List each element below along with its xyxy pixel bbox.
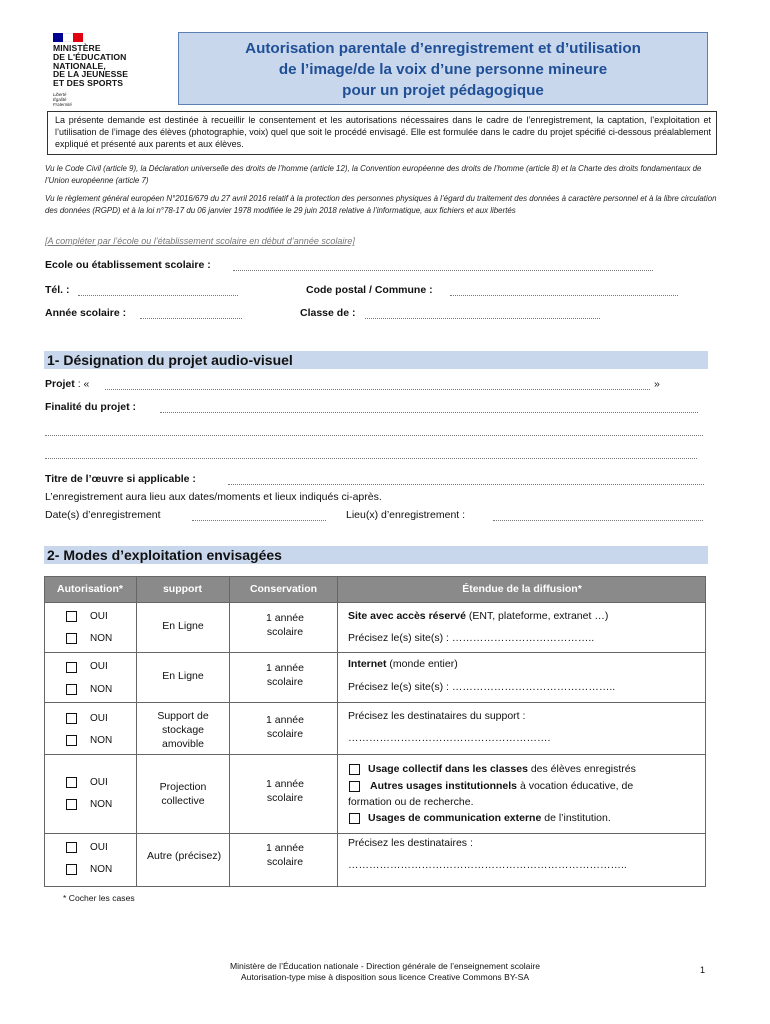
row3-support: Support de stockage amovible bbox=[157, 710, 209, 750]
row1-non-label: NON bbox=[90, 633, 113, 644]
purpose-input-line-1[interactable] bbox=[160, 412, 698, 413]
institutional-use-checkbox[interactable] bbox=[349, 781, 360, 792]
row5-oui-label: OUI bbox=[90, 842, 108, 853]
project-input-line[interactable] bbox=[105, 389, 650, 390]
tel-input-line[interactable] bbox=[78, 295, 238, 296]
table-divider bbox=[136, 576, 137, 887]
ministry-logo-text: MINISTÈRE DE L'ÉDUCATION NATIONALE, DE LA JEUNESSE ET DES SPORTS bbox=[53, 43, 129, 89]
row4-option-institutional-cont: formation ou de recherche. bbox=[348, 796, 474, 808]
purpose-input-line-2[interactable] bbox=[45, 435, 703, 436]
row2-diffusion-bold: Internet bbox=[348, 658, 387, 670]
purpose-input-line-3[interactable] bbox=[45, 458, 697, 459]
col-header-authorization: Autorisation* bbox=[44, 576, 136, 602]
row2-oui-label: OUI bbox=[90, 661, 108, 672]
project-label-text: Projet bbox=[45, 378, 75, 390]
row1-non-checkbox[interactable] bbox=[66, 633, 77, 644]
postal-code-label: Code postal / Commune : bbox=[306, 284, 433, 296]
project-open-quote: : « bbox=[77, 378, 90, 390]
republic-motto: Liberté Égalité Fraternité bbox=[53, 92, 72, 107]
col-header-conservation: Conservation bbox=[229, 576, 337, 602]
row4-oui-checkbox[interactable] bbox=[66, 777, 77, 788]
row2-non-checkbox[interactable] bbox=[66, 684, 77, 695]
option-external-bold: Usages de communication externe bbox=[368, 812, 542, 824]
row5-diffusion: Précisez les destinataires : bbox=[348, 837, 473, 849]
row4-option-external bbox=[368, 811, 708, 826]
table-divider bbox=[337, 576, 338, 887]
row1-sites-input[interactable]: Précisez le(s) site(s) : ………………………………….. bbox=[348, 632, 595, 644]
project-close-quote: » bbox=[654, 378, 660, 390]
external-communication-checkbox[interactable] bbox=[349, 813, 360, 824]
row4-non-label: NON bbox=[90, 799, 113, 810]
row1-diffusion-rest: (ENT, plateforme, extranet …) bbox=[465, 610, 609, 622]
row2-non-label: NON bbox=[90, 684, 113, 695]
row5-non-label: NON bbox=[90, 864, 113, 875]
row5-non-checkbox[interactable] bbox=[66, 864, 77, 875]
legal-reference-1: Vu le Code Civil (article 9), la Déclaration universelle des droits de l’homme (article 12), la Convention européenne des droits de l’homme (article 8) et la Charte des droits fondamentaux de l’Union européenne (article 7) bbox=[45, 164, 702, 185]
row1-oui-checkbox[interactable] bbox=[66, 611, 77, 622]
row4-option-institutional bbox=[370, 779, 706, 794]
school-input-line[interactable] bbox=[233, 270, 653, 271]
row1-diffusion-bold: Site avec accès réservé bbox=[348, 610, 466, 622]
checkbox-note: * Cocher les cases bbox=[63, 893, 135, 903]
row4-option-collective bbox=[368, 762, 708, 777]
republic-flag-icon bbox=[53, 33, 83, 42]
row3-oui-checkbox[interactable] bbox=[66, 713, 77, 724]
option-collective-bold: Usage collectif dans les classes bbox=[368, 763, 528, 775]
school-year-label: Année scolaire : bbox=[45, 307, 127, 319]
row5-conservation: 1 année scolaire bbox=[266, 842, 304, 868]
row2-diffusion bbox=[348, 657, 703, 672]
work-title-input-line[interactable] bbox=[228, 484, 704, 485]
table-divider bbox=[44, 702, 706, 703]
row2-conservation: 1 année scolaire bbox=[266, 662, 304, 688]
recording-dates-label: Date(s) d’enregistrement bbox=[45, 509, 161, 521]
legal-reference-2: Vu le règlement général européen N°2016/679 du 27 avril 2016 relatif à la protection des personnes physiques à l’égard du traitement des données à caractère personnel et à la libre circulation des données (RGPD) et à la loi n°78-17 du 06 janvier 1978 modifiée le 29 juin 2018 relative à l’informatique, aux fichiers et aux libertés bbox=[45, 194, 717, 215]
option-collective-rest: des élèves enregistrés bbox=[527, 763, 636, 775]
class-input-line[interactable] bbox=[365, 318, 600, 319]
row5-oui-checkbox[interactable] bbox=[66, 842, 77, 853]
row5-support: Autre (précisez) bbox=[147, 850, 222, 862]
footer-line-1: Ministère de l’Éducation nationale - Direction générale de l’enseignement scolaire bbox=[229, 961, 541, 971]
project-label bbox=[45, 378, 89, 390]
table-divider bbox=[44, 833, 706, 834]
postal-code-input-line[interactable] bbox=[450, 295, 678, 296]
row2-sites-input[interactable]: Précisez le(s) site(s) : ……………………………………….. bbox=[348, 681, 616, 693]
page-number: 1 bbox=[700, 965, 706, 975]
intro-text: La présente demande est destinée à recueillir le consentement et les autorisations nécessaires dans le cadre de l’enregistrement, la captation, l’exploitation et l’utilisation de l’image des élèves (photographie, voix) quel que soit le procédé envisagé. Elle est formulée dans le cadre du projet spécifié ci-dessous préalablement expliqué et présenté aux parents et aux élèves. bbox=[47, 111, 717, 155]
collective-use-checkbox[interactable] bbox=[349, 764, 360, 775]
footer-line-2: Autorisation-type mise à disposition sous licence Creative Commons BY-SA bbox=[240, 972, 530, 982]
table-divider bbox=[229, 576, 230, 887]
row3-non-checkbox[interactable] bbox=[66, 735, 77, 746]
option-institutional-bold: Autres usages institutionnels bbox=[370, 780, 518, 792]
table-divider bbox=[44, 652, 706, 653]
row1-conservation: 1 année scolaire bbox=[266, 612, 304, 638]
table-divider bbox=[44, 754, 706, 755]
row2-oui-checkbox[interactable] bbox=[66, 662, 77, 673]
row2-support: En Ligne bbox=[162, 670, 204, 682]
recording-dates-input-line[interactable] bbox=[192, 520, 326, 521]
purpose-label: Finalité du projet : bbox=[45, 401, 136, 413]
school-year-input-line[interactable] bbox=[140, 318, 242, 319]
row1-support: En Ligne bbox=[162, 620, 204, 632]
section-2-header: 2- Modes d’exploitation envisagées bbox=[44, 546, 708, 564]
recording-places-label: Lieu(x) d’enregistrement : bbox=[346, 509, 466, 521]
class-label: Classe de : bbox=[300, 307, 356, 319]
col-header-support: support bbox=[136, 576, 229, 602]
table-divider bbox=[44, 602, 706, 603]
work-title-label: Titre de l’œuvre si applicable : bbox=[45, 473, 196, 485]
completion-hint: [A compléter par l’école ou l’établissement scolaire en début d’année scolaire] bbox=[45, 236, 355, 246]
recording-places-input-line[interactable] bbox=[493, 520, 703, 521]
col-header-diffusion: Étendue de la diffusion* bbox=[337, 576, 706, 602]
row4-conservation: 1 année scolaire bbox=[266, 778, 304, 804]
row5-recipients-input[interactable]: …………………………………………………………………….. bbox=[348, 859, 627, 871]
section-1-header: 1- Désignation du projet audio-visuel bbox=[44, 351, 708, 369]
option-external-rest: de l’institution. bbox=[541, 812, 611, 824]
row4-oui-label: OUI bbox=[90, 777, 108, 788]
option-institutional-rest: à vocation éducative, de bbox=[517, 780, 634, 792]
row4-non-checkbox[interactable] bbox=[66, 799, 77, 810]
row2-diffusion-rest: (monde entier) bbox=[386, 658, 458, 670]
row1-diffusion bbox=[348, 609, 703, 624]
document-title: Autorisation parentale d’enregistrement et d’utilisation de l’image/de la voix d’une personne mineure pour un projet pédagogique bbox=[178, 32, 708, 105]
school-label: Ecole ou établissement scolaire : bbox=[45, 259, 211, 271]
tel-label: Tél. : bbox=[45, 284, 70, 296]
row3-diffusion: Précisez les destinataires du support : bbox=[348, 710, 526, 722]
row3-oui-label: OUI bbox=[90, 713, 108, 724]
footer bbox=[0, 961, 770, 983]
row4-support: Projection collective bbox=[159, 781, 207, 807]
row3-conservation: 1 année scolaire bbox=[266, 714, 304, 740]
row1-oui-label: OUI bbox=[90, 611, 108, 622]
recording-info-text: L’enregistrement aura lieu aux dates/moments et lieux indiqués ci-après. bbox=[45, 491, 382, 503]
row3-non-label: NON bbox=[90, 735, 113, 746]
row3-recipients-input[interactable]: …………………………………………………. bbox=[348, 732, 551, 744]
